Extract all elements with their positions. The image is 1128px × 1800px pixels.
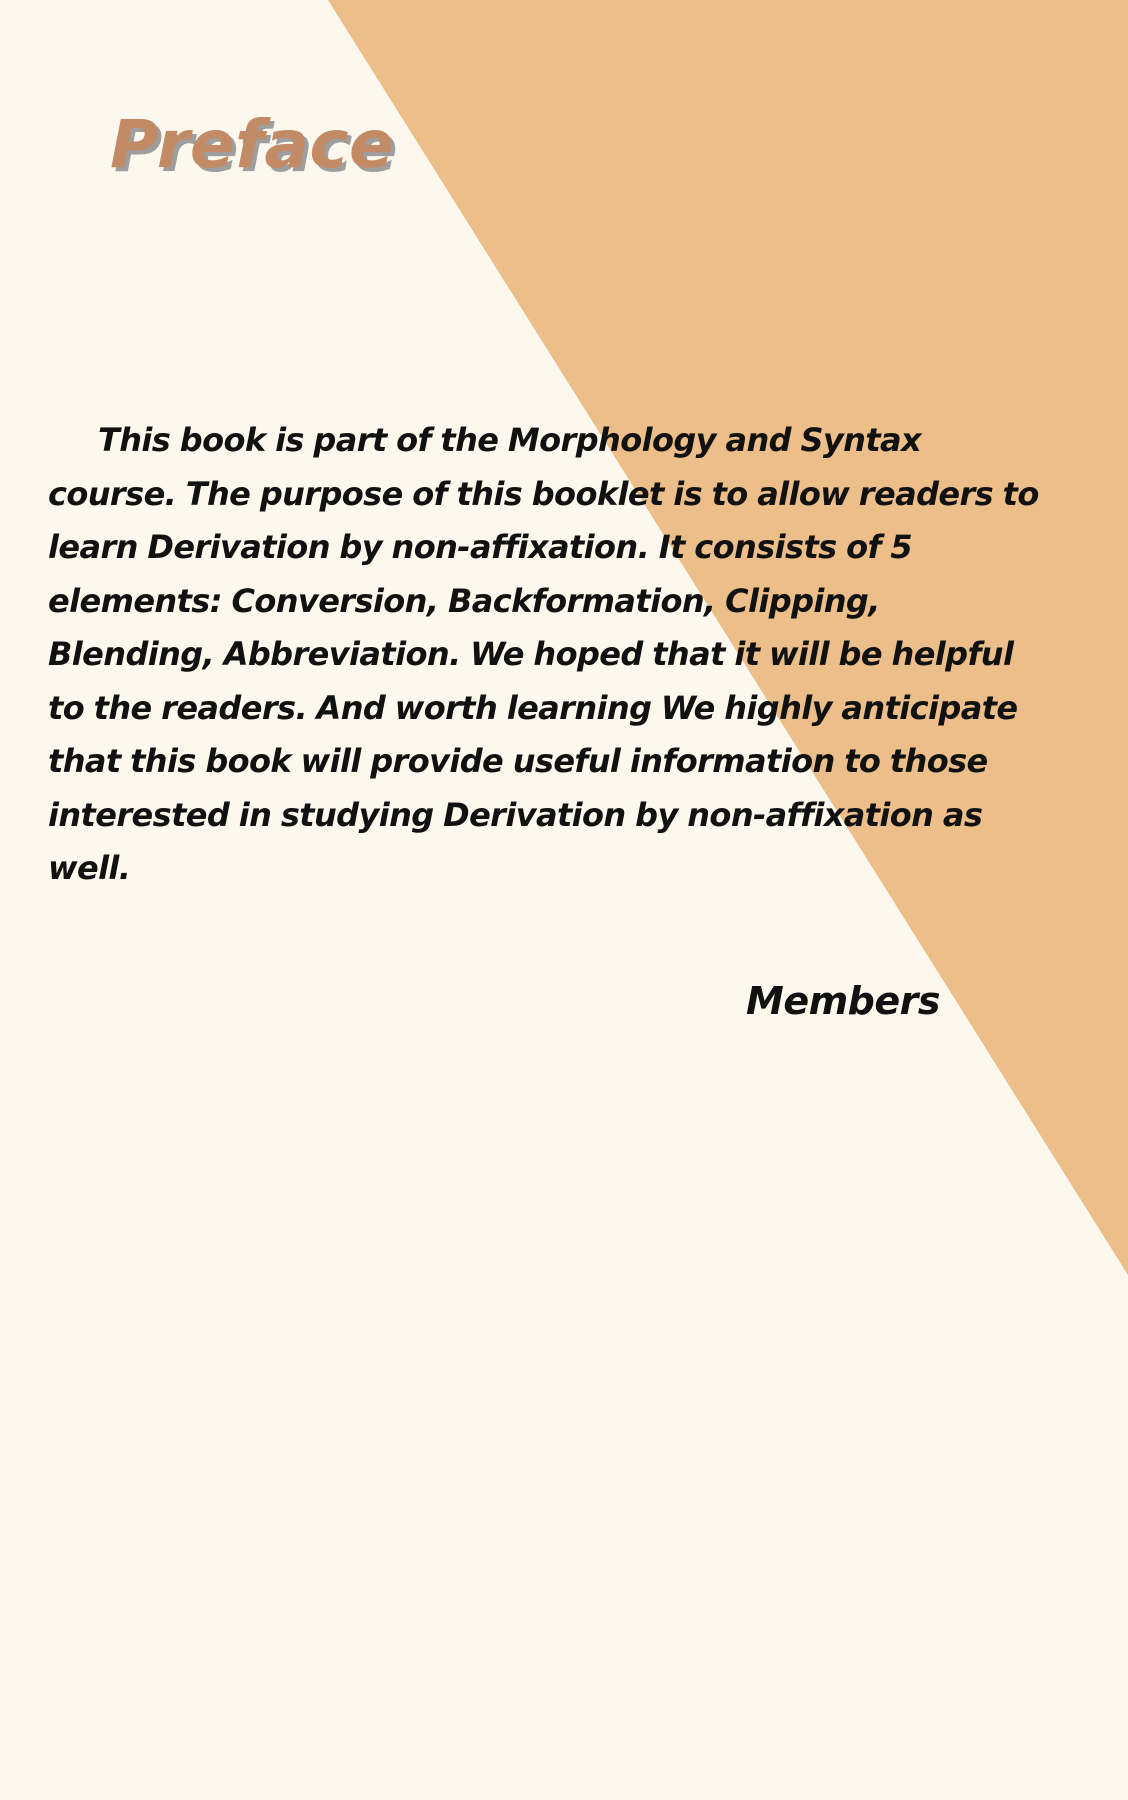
signature: Members — [746, 979, 941, 1023]
page-title: Preface — [110, 106, 395, 183]
preface-body: This book is part of the Morphology and Syntax course. The purpose of this booklet is to allow readers to learn Derivation by non-affixation. It consists of 5 elements: Conversion, Backformation, Clipping, Blending, Abbreviation. We hoped that it will be helpful to the readers. And worth learning We highly anticipate that this book will provide useful information to those interested in studying Derivation by non-affixation as well. — [48, 421, 1039, 887]
